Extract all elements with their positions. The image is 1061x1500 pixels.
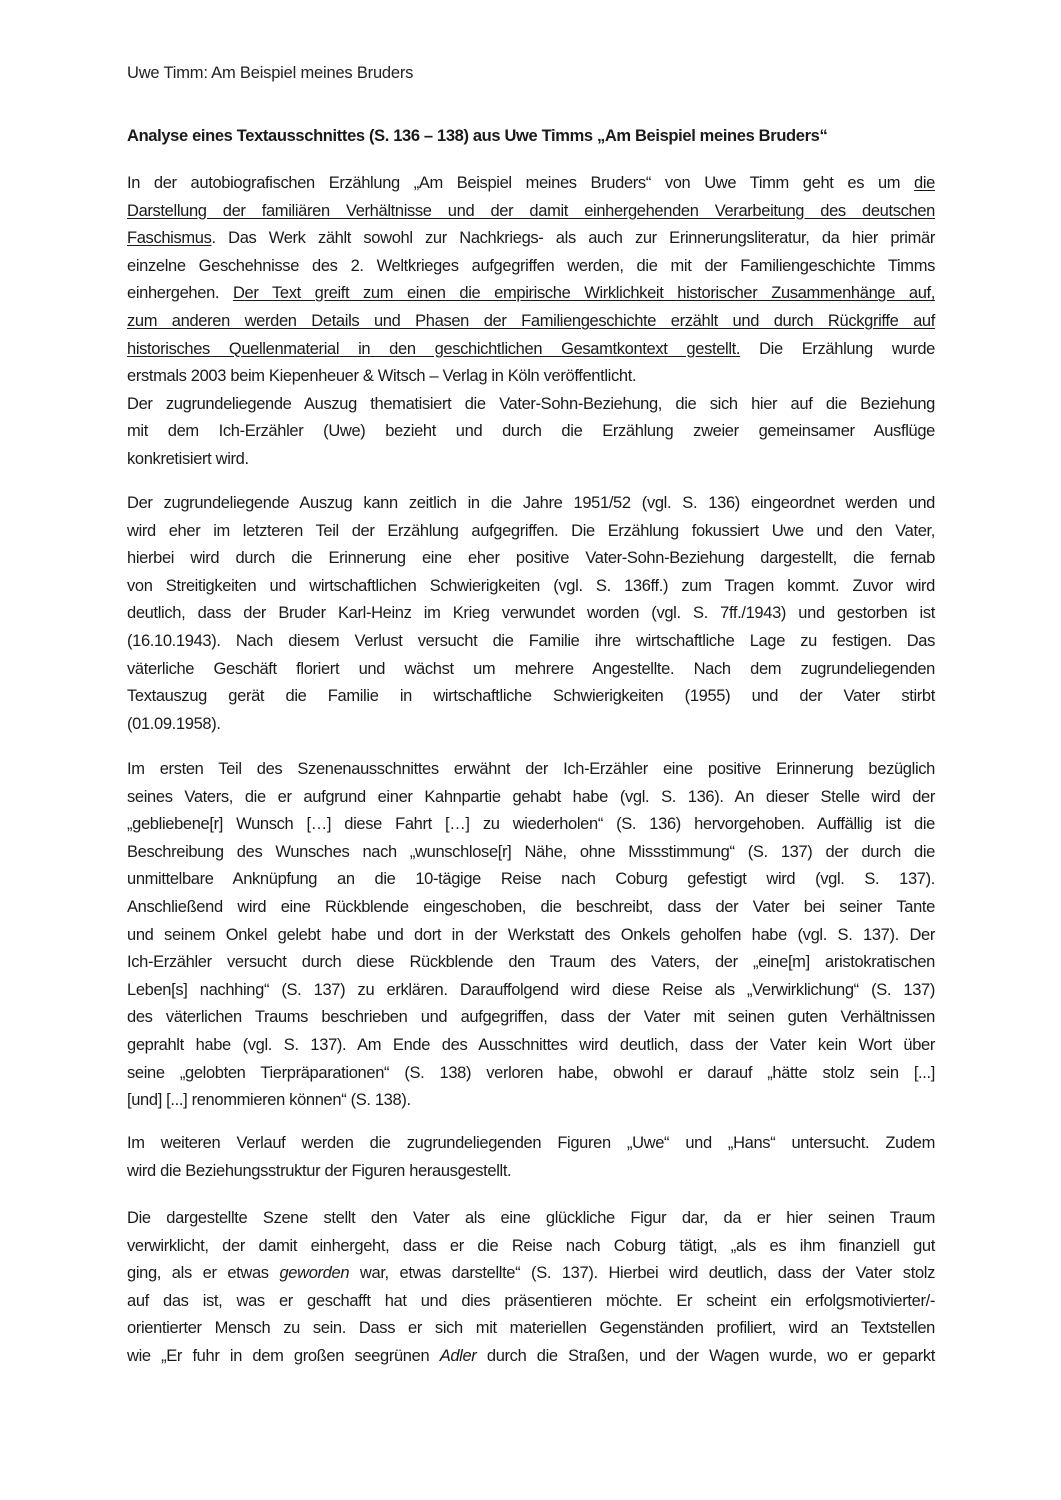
text-segment: Die Erzählung wurde: [740, 339, 936, 358]
paragraph-scene-summary: [127, 756, 935, 1115]
text-line: [127, 1343, 935, 1371]
paragraph-introduction: [127, 170, 935, 474]
text-segment: erstmals 2003 beim Kiepenheuer & Witsch – Verlag in Köln veröffentlicht.: [127, 367, 637, 386]
text-segment: Die dargestellte Szene stellt den Vater als eine glückliche Figur dar, da er hier seinen Traum: [127, 1209, 935, 1227]
text-line: [127, 308, 935, 336]
document-title: Analyse eines Textausschnittes (S. 136 – 138) aus Uwe Timms „Am Beispiel meines Bruders“: [127, 127, 828, 145]
text-segment: Textauszug gerät die Familie in wirtschaftliche Schwierigkeiten (1955) und der Vater stirbt: [127, 687, 935, 706]
text-line: [127, 1260, 935, 1288]
text-line: [127, 922, 935, 950]
text-line: [127, 198, 935, 226]
text-segment: (16.10.1943). Nach diesem Verlust versucht die Familie ihre wirtschaftliche Lage zu festigen. Das: [127, 631, 935, 650]
text-segment: Leben[s] nachhing“ (S. 137) zu erklären. Darauffolgend wird diese Reise als „Verwirklichung“ (S. 137): [127, 980, 935, 999]
text-segment: seine „gelobten Tierpräparationen“ (S. 138) verloren habe, obwohl er darauf „hätte stolz sein [...]: [127, 1063, 935, 1082]
text-segment: ging, als er etwas: [127, 1264, 280, 1283]
text-segment: des väterlichen Traums beschrieben und aufgegriffen, dass der Vater mit seinen guten Verhältnissen: [127, 1008, 935, 1027]
underlined-text: Faschismus: [127, 229, 212, 248]
text-segment: Der zugrundeliegende Auszug thematisiert die Vater-Sohn-Beziehung, die sich hier auf die Beziehung: [127, 394, 935, 413]
text-line: [127, 170, 935, 198]
italic-text: Adler: [439, 1346, 477, 1365]
text-segment: wie „Er fuhr in dem großen seegrünen: [127, 1346, 440, 1365]
text-line: [127, 573, 935, 601]
text-segment: unmittelbare Anknüpfung an die 10-tägige Reise nach Coburg gefestigt wird (vgl. S. 137).: [127, 870, 935, 889]
text-line: [127, 418, 935, 446]
text-line: [127, 839, 935, 867]
text-line: [127, 1205, 935, 1233]
text-line: [127, 545, 935, 573]
text-line: [127, 1087, 935, 1115]
text-segment: hierbei wird durch die Erinnerung eine eher positive Vater-Sohn-Beziehung dargestellt, die fernab: [127, 549, 935, 568]
text-line: [127, 711, 935, 739]
text-segment: Ich-Erzähler versucht durch diese Rückblende den Traum des Vaters, der „eine[m] aristokratischen: [127, 953, 935, 972]
text-line: [127, 1004, 935, 1032]
page-header: Uwe Timm: Am Beispiel meines Bruders: [127, 64, 414, 82]
text-line: [127, 1060, 935, 1088]
text-segment: deutlich, dass der Bruder Karl-Heinz im Krieg verwundet worden (vgl. S. 7ff./1943) und gestorben ist: [127, 604, 935, 623]
text-line: [127, 811, 935, 839]
text-line: [127, 225, 935, 253]
text-line: [127, 518, 935, 546]
paragraph-context: [127, 490, 935, 738]
text-segment: wird die Beziehungsstruktur der Figuren herausgestellt.: [127, 1161, 512, 1180]
text-segment: einzelne Geschehnisse des 2. Weltkrieges aufgegriffen werden, die mit der Familiengeschichte Timms: [127, 256, 935, 275]
text-line: [127, 866, 935, 894]
text-line: [127, 446, 935, 474]
text-line: [127, 253, 935, 281]
underlined-text: historisches Quellenmaterial in den geschichtlichen Gesamtkontext gestellt.: [127, 339, 741, 358]
text-line: [127, 1158, 935, 1186]
text-segment: wird eher im letzteren Teil der Erzählung aufgegriffen. Die Erzählung fokussiert Uwe und den Vater,: [127, 521, 935, 540]
text-line: [127, 363, 935, 391]
text-segment: konkretisiert wird.: [127, 449, 249, 468]
text-segment: Der zugrundeliegende Auszug kann zeitlich in die Jahre 1951/52 (vgl. S. 136) eingeordnet werden und: [127, 494, 935, 512]
text-segment: . Das Werk zählt sowohl zur Nachkriegs- als auch zur Erinnerungsliteratur, da hier primär: [211, 229, 935, 248]
text-segment: auf das ist, was er geschafft hat und dies präsentieren möchte. Er scheint ein erfolgsmotivierter/-: [127, 1291, 935, 1310]
text-line: [127, 683, 935, 711]
text-segment: Beschreibung des Wunsches nach „wunschlose[r] Nähe, ohne Missstimmung“ (S. 137) der durch die: [127, 842, 935, 861]
text-line: [127, 336, 935, 364]
text-segment: mit dem Ich-Erzähler (Uwe) bezieht und durch die Erzählung zweier gemeinsamer Ausflüge: [127, 422, 935, 441]
text-segment: In der autobiografischen Erzählung „Am Beispiel meines Bruders“ von Uwe Timm geht es um: [127, 174, 915, 192]
text-line: [127, 1288, 935, 1316]
paragraph-figures-intro: [127, 1130, 935, 1185]
text-segment: verwirklicht, der damit einhergeht, dass er die Reise nach Coburg tätigt, „als es ihm finanziell gut: [127, 1236, 935, 1255]
underlined-text: die: [914, 174, 935, 192]
text-line: [127, 628, 935, 656]
text-line: [127, 1032, 935, 1060]
underlined-text: zum anderen werden Details und Phasen der Familiengeschichte erzählt und durch Rückgriffe auf: [127, 311, 935, 330]
text-segment: orientierter Mensch zu sein. Dass er sich mit materiellen Gegenständen profiliert, wird an Textstellen: [127, 1319, 935, 1338]
text-segment: (01.09.1958).: [127, 714, 221, 733]
text-segment: von Streitigkeiten und wirtschaftlichen Schwierigkeiten (vgl. S. 136ff.) zum Tragen kommt. Zuvor wird: [127, 576, 935, 595]
text-line: [127, 391, 935, 419]
text-line: [127, 600, 935, 628]
text-line: [127, 280, 935, 308]
text-segment: Im weiteren Verlauf werden die zugrundeliegenden Figuren „Uwe“ und „Hans“ untersucht. Zudem: [127, 1134, 935, 1152]
text-segment: „gebliebene[r] Wunsch […] diese Fahrt […] zu wiederholen“ (S. 136) hervorgehoben. Auffällig ist die: [127, 815, 935, 834]
text-line: [127, 784, 935, 812]
text-line: [127, 1233, 935, 1261]
text-line: [127, 1315, 935, 1343]
text-line: [127, 656, 935, 684]
text-line: [127, 756, 935, 784]
text-segment: geprahlt habe (vgl. S. 137). Am Ende des Ausschnittes wird deutlich, dass der Vater kein Wort über: [127, 1035, 935, 1054]
paragraph-father-analysis: [127, 1205, 935, 1371]
text-segment: Anschließend wird eine Rückblende eingeschoben, die beschreibt, dass der Vater bei seiner Tante: [127, 897, 935, 916]
underlined-text: Der Text greift zum einen die empirische Wirklichkeit historischer Zusammenhänge auf,: [232, 284, 935, 303]
text-segment: seines Vaters, die er aufgrund einer Kahnpartie gehabt habe (vgl. S. 136). An dieser Stelle wird der: [127, 787, 935, 806]
text-segment: [und] [...] renommieren können“ (S. 138).: [127, 1091, 411, 1110]
text-segment: war, etwas darstellte“ (S. 137). Hierbei wird deutlich, dass der Vater stolz: [349, 1264, 935, 1283]
text-line: [127, 490, 935, 518]
text-segment: Im ersten Teil des Szenenausschnittes erwähnt der Ich-Erzähler eine positive Erinnerung bezüglich: [127, 760, 935, 778]
text-segment: und seinem Onkel gelebt habe und dort in der Werkstatt des Onkels geholfen habe (vgl. S. 137). Der: [127, 925, 935, 944]
text-line: [127, 949, 935, 977]
italic-text: geworden: [279, 1264, 350, 1283]
text-line: [127, 1130, 935, 1158]
text-line: [127, 977, 935, 1005]
text-segment: einhergehen.: [127, 284, 233, 303]
text-segment: väterliche Geschäft floriert und wächst um mehrere Angestellte. Nach dem zugrundeliegenden: [127, 659, 935, 678]
underlined-text: Darstellung der familiären Verhältnisse und der damit einhergehenden Verarbeitung des deutschen: [127, 201, 935, 220]
text-line: [127, 894, 935, 922]
text-segment: durch die Straßen, und der Wagen wurde, wo er geparkt: [476, 1346, 935, 1365]
